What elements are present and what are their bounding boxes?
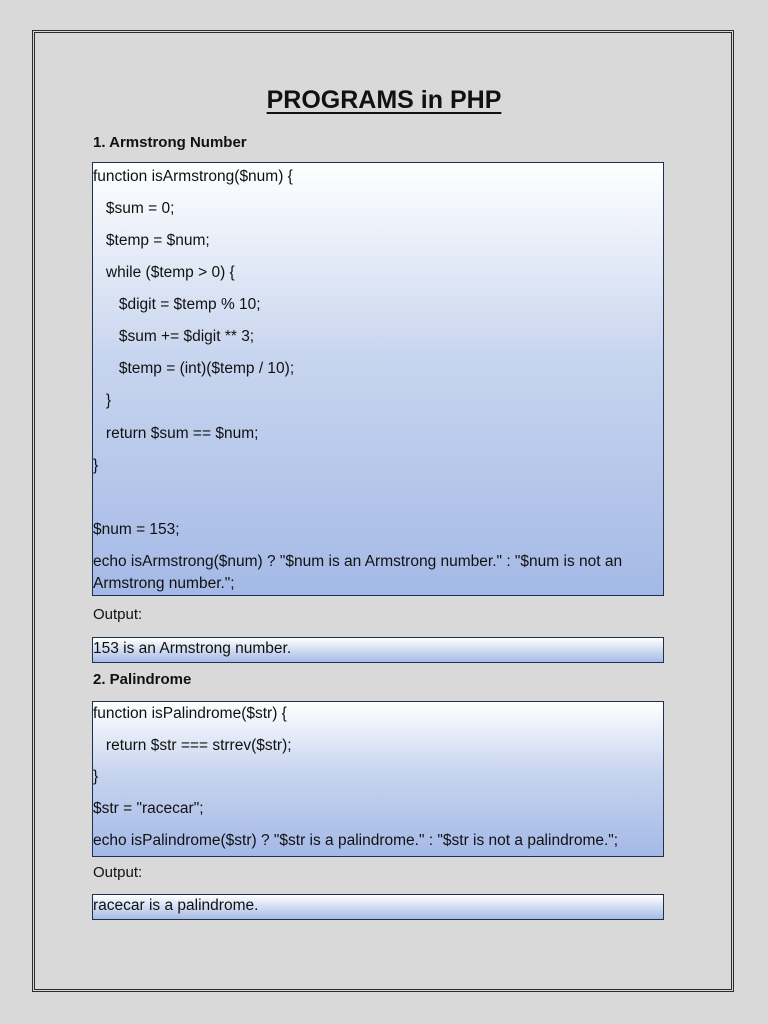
code-line: $digit = $temp % 10; — [93, 296, 261, 313]
code-line: return $sum == $num; — [93, 425, 259, 442]
code-line: } — [93, 768, 99, 785]
code-line: function isPalindrome($str) { — [93, 705, 287, 722]
code-line: $sum += $digit ** 3; — [93, 328, 255, 345]
code-line: } — [93, 457, 99, 474]
code-line: $temp = $num; — [93, 232, 210, 249]
code-line: function isArmstrong($num) { — [93, 168, 293, 185]
output-label-armstrong: Output: — [93, 606, 143, 623]
code-line: return $str === strrev($str); — [93, 737, 292, 754]
page-title: PROGRAMS in PHP — [266, 86, 502, 114]
code-line: $num = 153; — [93, 521, 180, 538]
output-label-palindrome: Output: — [93, 864, 143, 881]
output-box-armstrong: 153 is an Armstrong number. — [92, 637, 664, 663]
section-heading-palindrome: 2. Palindrome — [93, 671, 192, 688]
code-line: $str = "racecar"; — [93, 800, 204, 817]
section-heading-armstrong: 1. Armstrong Number — [93, 134, 247, 151]
output-box-palindrome: racecar is a palindrome. — [92, 894, 664, 920]
code-line: echo isArmstrong($num) ? "$num is an Armstrong number." : "$num is not an Armstrong number."; — [93, 553, 623, 592]
code-line: while ($temp > 0) { — [93, 264, 235, 281]
code-block-palindrome — [92, 701, 664, 857]
code-block-armstrong — [92, 162, 664, 596]
code-line: echo isPalindrome($str) ? "$str is a palindrome." : "$str is not a palindrome."; — [93, 832, 619, 849]
code-line: $sum = 0; — [93, 200, 175, 217]
code-line: } — [93, 392, 112, 409]
code-line: $temp = (int)($temp / 10); — [93, 360, 295, 377]
